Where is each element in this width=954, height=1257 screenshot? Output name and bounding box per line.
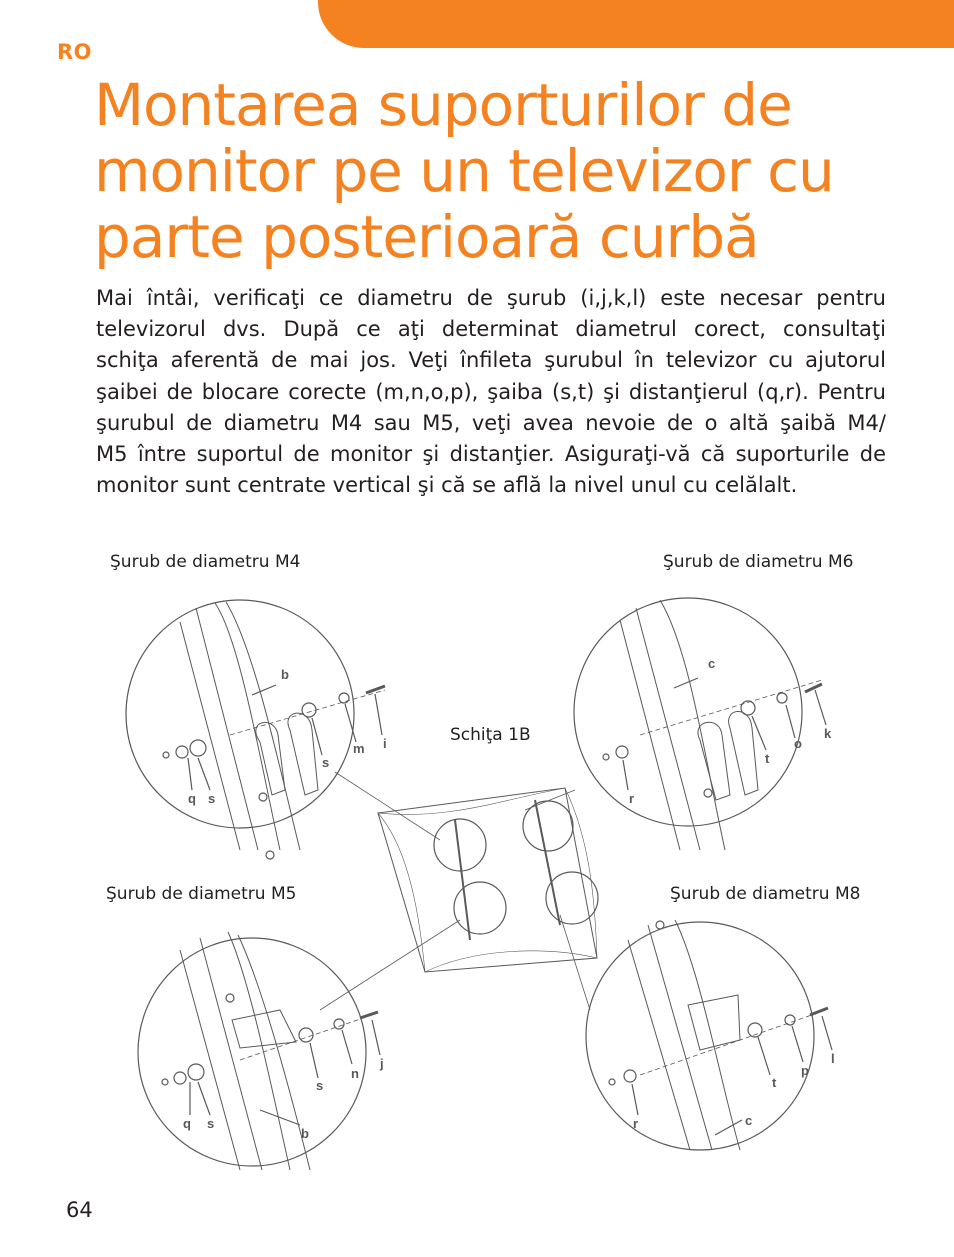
detail-m5 [138, 932, 380, 1170]
label-m5-screw: j [380, 1056, 384, 1071]
connector-lines [320, 772, 590, 1010]
label-m6-bracket: c [708, 656, 716, 671]
label-m4-washer-left: s [208, 791, 216, 806]
caption-m6: Şurub de diametru M6 [663, 552, 854, 572]
title-line: Montarea suporturilor de [94, 71, 792, 139]
label-m8-bracket: c [745, 1113, 753, 1128]
title-line: parte posterioară curbă [94, 203, 759, 271]
caption-sketch: Schiţa 1B [450, 725, 531, 745]
paragraph-line: M5 între suportul de monitor şi distanţier. Asiguraţi-vă că suporturile de [96, 442, 886, 467]
label-m8-screw: l [831, 1051, 835, 1066]
caption-m5: Şurub de diametru M5 [106, 884, 297, 904]
detail-m8 [586, 920, 832, 1150]
label-m6-screw: k [824, 726, 832, 741]
paragraph-line: şaibei de blocare corecte (m,n,o,p), şaiba (s,t) şi distanţierul (q,r). Pentru [96, 379, 886, 404]
paragraph-line: şurubul de diametru M4 sau M5, veţi avea nevoie de o altă şaibă M4/ [96, 410, 886, 435]
label-m8-washer: t [772, 1075, 777, 1090]
caption-m8: Şurub de diametru M8 [670, 884, 861, 904]
label-m6-lock: o [794, 736, 802, 751]
part-labels [183, 656, 835, 1141]
paragraph-line: Mai întâi, verificaţi ce diametru de şurub (i,j,k,l) este necesar pentru [96, 286, 886, 310]
label-m4-spacer: q [188, 791, 196, 806]
language-code: RO [57, 40, 93, 64]
tv-back-sketch [378, 788, 598, 972]
label-m4-lock: m [353, 741, 365, 756]
label-m4-screw: i [383, 736, 387, 751]
detail-m6 [574, 598, 826, 850]
paragraph-line: schiţa aferentă de mai jos. Veţi înfileta şurubul în televizor cu ajutorul [96, 348, 886, 373]
label-m4-washer-mid: s [322, 755, 330, 770]
page-number: 64 [66, 1198, 93, 1222]
label-m8-lock: p [801, 1063, 809, 1078]
label-m4-bracket: b [281, 667, 289, 682]
label-m5-bracket: b [301, 1126, 309, 1141]
paragraph-line: monitor sunt centrate vertical şi că se află la nivel unul cu celălalt. [96, 473, 798, 498]
label-m6-spacer: r [629, 791, 635, 806]
title-line: monitor pe un televizor cu [94, 137, 834, 205]
label-m5-spacer: q [183, 1116, 191, 1131]
label-m5-washer-mid: s [316, 1078, 324, 1093]
caption-m4: Şurub de diametru M4 [110, 552, 301, 572]
label-m8-spacer: r [633, 1116, 639, 1131]
label-m6-washer: t [765, 751, 770, 766]
label-m5-washer-left: s [207, 1116, 215, 1131]
paragraph-line: televizorul dvs. După ce aţi determinat diametrul corect, consultaţi [96, 317, 886, 342]
detail-m4 [126, 600, 385, 859]
label-m5-lock: n [351, 1066, 359, 1081]
